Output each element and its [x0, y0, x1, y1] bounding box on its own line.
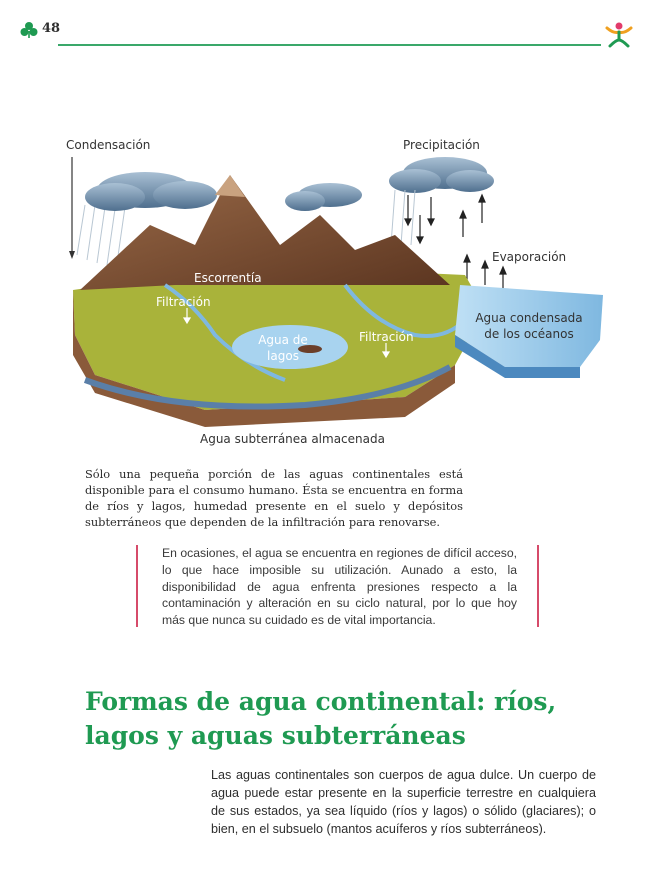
- label-ocean-water: Agua condensada de los océanos: [475, 311, 583, 341]
- precipitation-arrows: [405, 195, 434, 243]
- label-filtration-right: Filtración: [359, 330, 414, 344]
- label-filtration-left: Filtración: [156, 295, 211, 309]
- water-cycle-illustration: [55, 135, 615, 450]
- intro-paragraph: Sólo una pequeña porción de las aguas continentales está disponible para el consumo humano. Ésta se encuentra en forma de ríos y lagos, humedad presente en el suelo y depósitos subterráneos que dependen de la infiltración para renovarse.: [85, 467, 463, 529]
- label-evaporation: Evaporación: [492, 250, 567, 264]
- page-header: [0, 0, 672, 50]
- label-groundwater: Agua subterránea almacenada: [200, 432, 385, 446]
- cloud-right: [389, 157, 494, 193]
- label-condensation: Condensación: [66, 138, 151, 152]
- callout-left-rule: [136, 545, 138, 627]
- cloud-middle: [285, 183, 362, 211]
- label-lake-water: Agua de lagos: [258, 333, 308, 363]
- figure-logo-icon: [604, 20, 634, 50]
- water-cycle-diagram: [55, 135, 615, 450]
- label-precipitation: Precipitación: [403, 138, 480, 152]
- section-body: Las aguas continentales son cuerpos de agua dulce. Un cuerpo de agua puede estar presente en la superficie terrestre en cualquiera de sus estados, ya sea líquido (ríos y lagos) o sólido (glaciares); o bien, en el subsuelo (mantos acuíferos y ríos subterráneos).: [211, 768, 596, 836]
- callout-box: [136, 545, 540, 627]
- callout-right-rule: [537, 545, 539, 627]
- page-number: 48: [42, 21, 61, 36]
- clover-icon: [20, 21, 38, 39]
- callout-text: En ocasiones, el agua se encuentra en regiones de difícil acceso, lo que hace imposible su utilización. Aunado a esto, la disponibilidad de agua enfrenta presiones respecto a la contaminación y alteración en su ciclo natural, por lo que hoy más que nunca su cuidado es de vital importancia.: [162, 546, 517, 628]
- label-runoff: Escorrentía: [194, 271, 262, 285]
- header-rule: [58, 44, 601, 46]
- section-title: Formas de agua continental: ríos, lagos y aguas subterráneas: [85, 687, 557, 750]
- cloud-left: [85, 172, 217, 211]
